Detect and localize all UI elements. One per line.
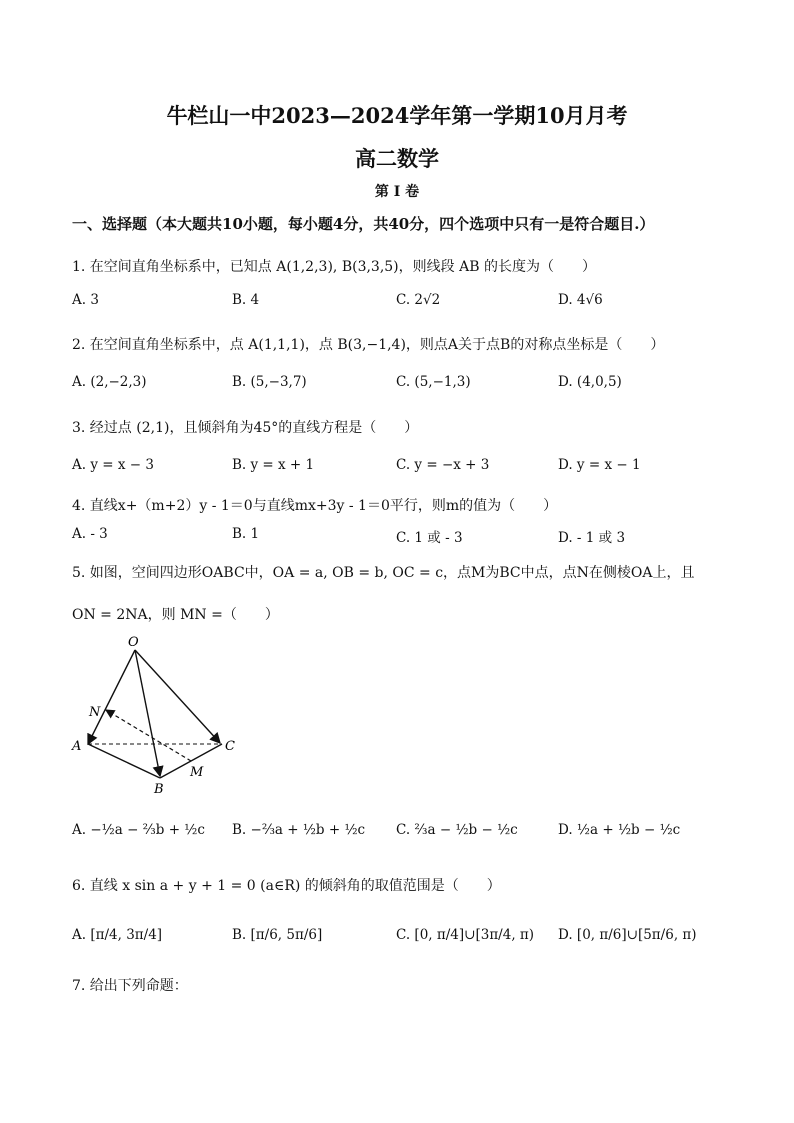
question-4-option-b: B. 1 <box>232 526 260 542</box>
edge-oa <box>88 650 135 744</box>
question-7-stem: 7. 给出下列命题： <box>72 978 188 994</box>
question-2-option-b: B. (5,−3,7) <box>232 374 307 390</box>
question-1-option-c: C. 2√2 <box>396 292 441 308</box>
tetrahedron-figure <box>60 630 260 800</box>
question-5-option-d: D. ½a + ½b − ½c <box>558 822 681 838</box>
question-1-option-d: D. 4√6 <box>558 292 603 308</box>
label-o: O <box>128 635 139 650</box>
question-3-option-b: B. y = x + 1 <box>232 457 315 473</box>
question-6-option-d: D. [0, π/6]∪[5π/6, π) <box>558 927 697 943</box>
edge-ab <box>88 744 160 778</box>
exam-subject: 高二数学 <box>355 146 439 171</box>
label-m: M <box>190 765 204 780</box>
question-4-stem: 4. 直线x+（m+2）y - 1＝0与直线mx+3y - 1＝0平行，则m的值为（ ） <box>72 498 558 514</box>
exam-title: 牛栏山一中2023—2024学年第一学期10月月考 <box>166 103 628 128</box>
question-6-option-b: B. [π/6, 5π/6] <box>232 927 323 943</box>
label-b: B <box>154 782 164 797</box>
question-3-option-d: D. y = x − 1 <box>558 457 641 473</box>
question-2-option-d: D. (4,0,5) <box>558 374 622 390</box>
question-1-option-b: B. 4 <box>232 292 260 308</box>
question-1-option-a: A. 3 <box>72 292 99 308</box>
edge-oc <box>135 650 220 743</box>
question-6-stem: 6. 直线 x sin a + y + 1 = 0 (a∈R) 的倾斜角的取值范围是（ ） <box>72 878 501 894</box>
label-c: C <box>225 739 235 754</box>
section-heading: 一、选择题（本大题共10小题，每小题4分，共40分，四个选项中只有一是符合题目.） <box>72 215 655 233</box>
exam-part: 第 I 卷 <box>374 184 420 200</box>
edge-ob <box>135 650 160 776</box>
question-5-option-a: A. −½a − ⅔b + ½c <box>72 822 205 838</box>
question-5-stem-line1: 5. 如图，空间四边形OABC中，OA = a, OB = b, OC = c，点M为BC中点，点N在侧棱OA上，且 <box>72 565 695 581</box>
question-4-option-c: C. 1 或 - 3 <box>396 530 463 546</box>
question-3-option-c: C. y = −x + 3 <box>396 457 490 473</box>
question-2-stem: 2. 在空间直角坐标系中，点 A(1,1,1)，点 B(3,−1,4)，则点A关于点B的对称点坐标是（ ） <box>72 337 665 353</box>
question-2-option-c: C. (5,−1,3) <box>396 374 471 390</box>
question-3-option-a: A. y = x − 3 <box>72 457 154 473</box>
question-1-stem: 1. 在空间直角坐标系中，已知点 A(1,2,3), B(3,3,5)，则线段 AB 的长度为（ ） <box>72 259 596 275</box>
question-5-stem-line2: ON = 2NA，则 MN =（ ） <box>72 607 279 623</box>
question-4-option-d: D. - 1 或 3 <box>558 530 626 546</box>
question-6-option-a: A. [π/4, 3π/4] <box>72 927 163 943</box>
question-6-option-c: C. [0, π/4]∪[3π/4, π) <box>396 927 535 943</box>
question-4-option-a: A. - 3 <box>72 526 108 542</box>
question-5-option-b: B. −⅔a + ½b + ½c <box>232 822 366 838</box>
label-n: N <box>89 705 101 720</box>
question-5-option-c: C. ⅔a − ½b − ½c <box>396 822 518 838</box>
question-2-option-a: A. (2,−2,3) <box>72 374 147 390</box>
question-3-stem: 3. 经过点 (2,1)，且倾斜角为45°的直线方程是（ ） <box>72 420 419 436</box>
label-a: A <box>72 739 82 754</box>
